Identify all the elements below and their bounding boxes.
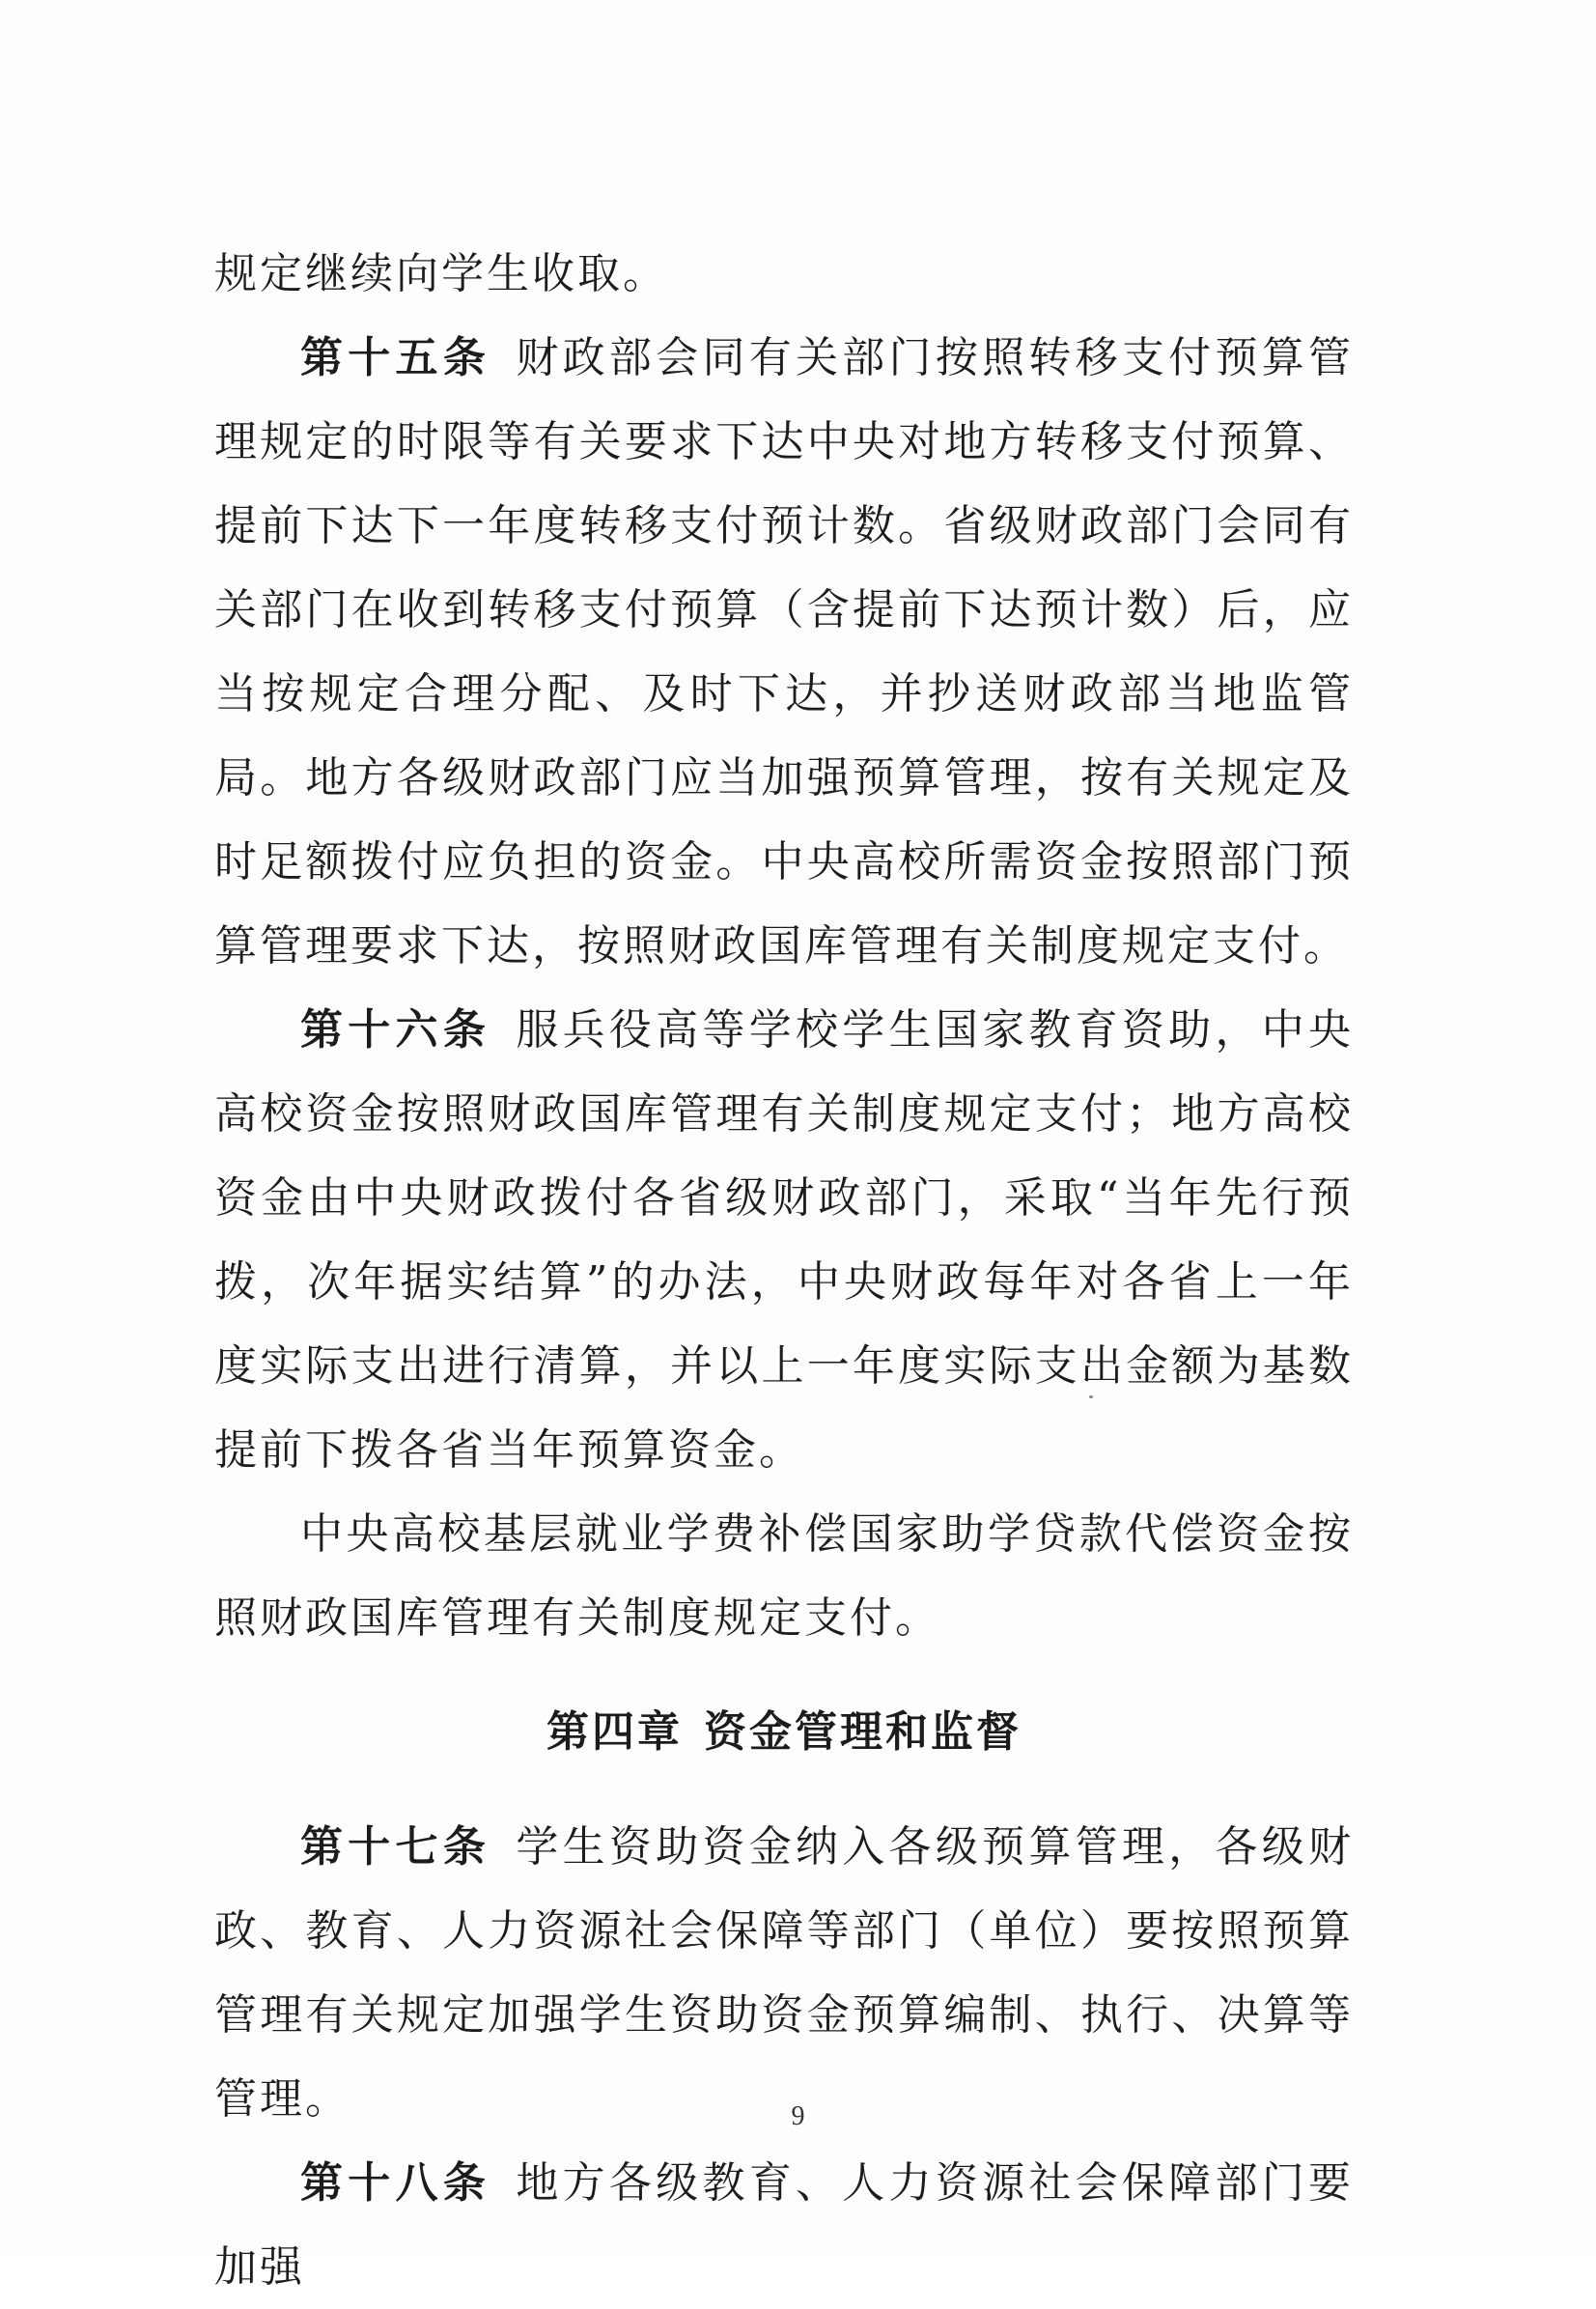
article-text: 地方各级教育、人力资源社会保障部门要加强	[214, 2158, 1355, 2292]
article-18	[214, 2141, 1354, 2309]
article-label: 第十七条	[300, 1822, 491, 1872]
article-16	[214, 988, 1354, 1492]
article-15	[214, 316, 1354, 988]
article-label: 第十五条	[300, 333, 491, 382]
chapter-number: 第四章	[546, 1707, 683, 1757]
article-label: 第十六条	[300, 1005, 491, 1055]
continuation-paragraph: 规定继续向学生收取。	[214, 249, 668, 298]
extra-paragraph: 中央高校基层就业学费补偿国家助学贷款代偿资金按照财政国库管理有关制度规定支付。	[214, 1509, 1354, 1643]
article-label: 第十八条	[300, 2158, 491, 2208]
page-number: 9	[791, 2101, 805, 2131]
chapter-heading	[214, 1660, 1354, 1805]
article-17	[214, 1805, 1354, 2141]
article-text: 财政部会同有关部门按照转移支付预算管理规定的时限等有关要求下达中央对地方转移支付预算、提前下达下一年度转移支付预计数。省级财政部门会同有关部门在收到转移支付预算（含提前下达预计数）后，应当按规定合理分配、及时下达，并抄送财政部当地监管局。地方各级财政部门应当加强预算管理，按有关规定及时足额拨付应负担的资金。中央高校所需资金按照部门预算管理要求下达，按照财政国库管理有关制度规定支付。	[214, 333, 1355, 971]
article-text: 学生资助资金纳入各级预算管理，各级财政、教育、人力资源社会保障等部门（单位）要按照预算管理有关规定加强学生资助资金预算编制、执行、决算等管理。	[214, 1822, 1355, 2124]
scan-speck	[1089, 1395, 1093, 1398]
document-body	[214, 232, 1354, 2309]
chapter-title: 资金管理和监督	[704, 1707, 1022, 1757]
article-text: 服兵役高等学校学生国家教育资助，中央高校资金按照财政国库管理有关制度规定支付；地方高校资金由中央财政拨付各省级财政部门，采取“当年先行预拨，次年据实结算”的办法，中央财政每年对各省上一年度实际支出进行清算，并以上一年度实际支出金额为基数提前下拨各省当年预算资金。	[214, 1005, 1355, 1475]
